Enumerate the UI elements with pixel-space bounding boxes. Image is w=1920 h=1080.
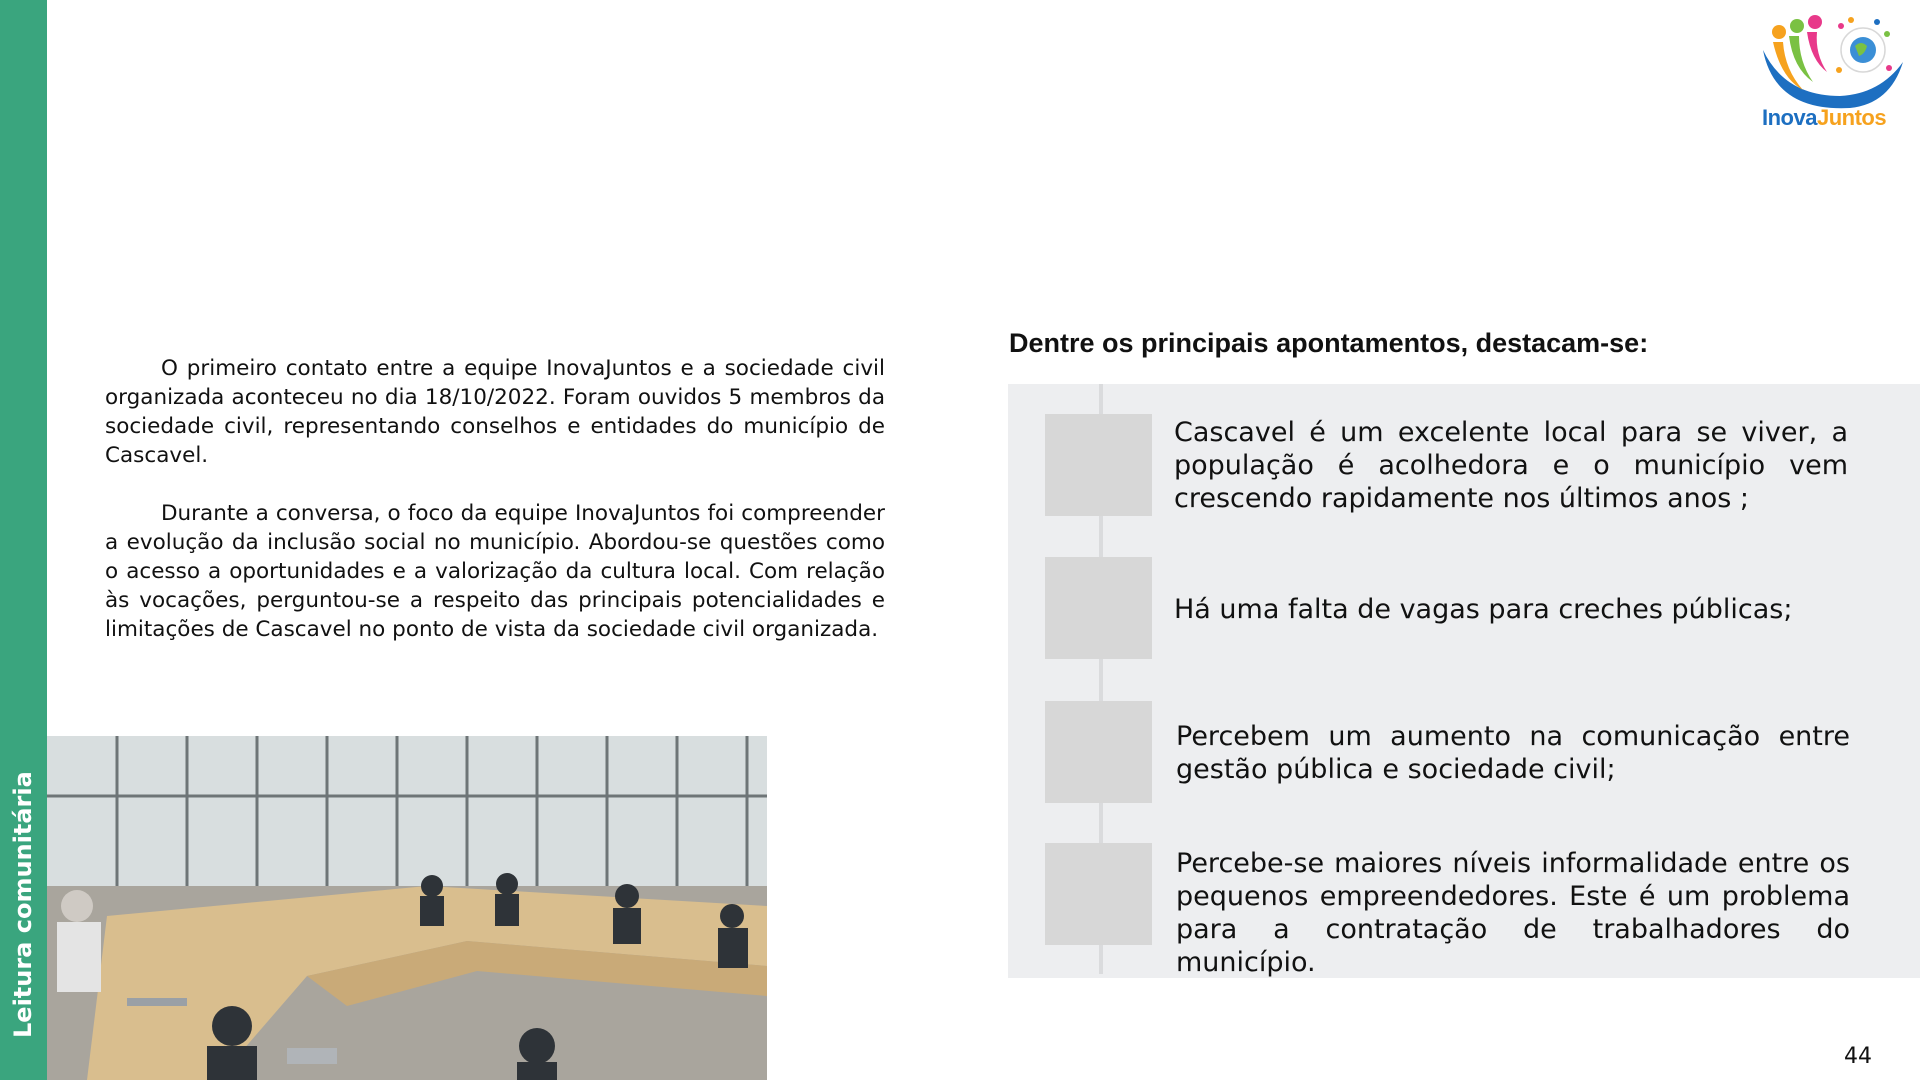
intro-paragraph-1: O primeiro contato entre a equipe InovaJuntos e a sociedade civil organizada aconteceu no dia 18/10/2022. Foram ouvidos 5 membros da sociedade civil, representando conselhos e entidades do município de Cascavel. xyxy=(105,356,885,468)
timeline-marker xyxy=(1045,557,1152,659)
sidebar-strip xyxy=(0,0,47,1080)
points-heading: Dentre os principais apontamentos, destacam-se: xyxy=(1009,328,1649,358)
timeline-marker xyxy=(1045,843,1152,945)
point-item: Percebem um aumento na comunicação entre gestão pública e sociedade civil; xyxy=(1176,721,1850,785)
point-item: Percebe-se maiores níveis informalidade entre os pequenos empreendedores. Este é um problema para a contratação de trabalhadores do município. xyxy=(1176,848,1850,978)
point-item: Cascavel é um excelente local para se viver, a população é acolhedora e o município vem crescendo rapidamente nos últimos anos ; xyxy=(1174,417,1848,514)
section-label: Leitura comunitária xyxy=(9,771,37,1038)
intro-text xyxy=(105,354,885,673)
page-number: 44 xyxy=(1844,1044,1872,1069)
intro-paragraph-2: Durante a conversa, o foco da equipe InovaJuntos foi compreender a evolução da inclusão social no município. Abordou-se questões como o acesso a oportunidades e a valorização da cultura local. Com relação às vocações, perguntou-se a respeito das principais potencialidades e limitações de Cascavel no ponto de vista da sociedade civil organizada. xyxy=(105,501,885,642)
meeting-photo xyxy=(47,736,767,1080)
timeline-marker xyxy=(1045,414,1152,516)
timeline-marker xyxy=(1045,701,1152,803)
point-item: Há uma falta de vagas para creches públicas; xyxy=(1174,594,1793,625)
logo-wordmark: InovaJuntos xyxy=(1762,105,1887,130)
